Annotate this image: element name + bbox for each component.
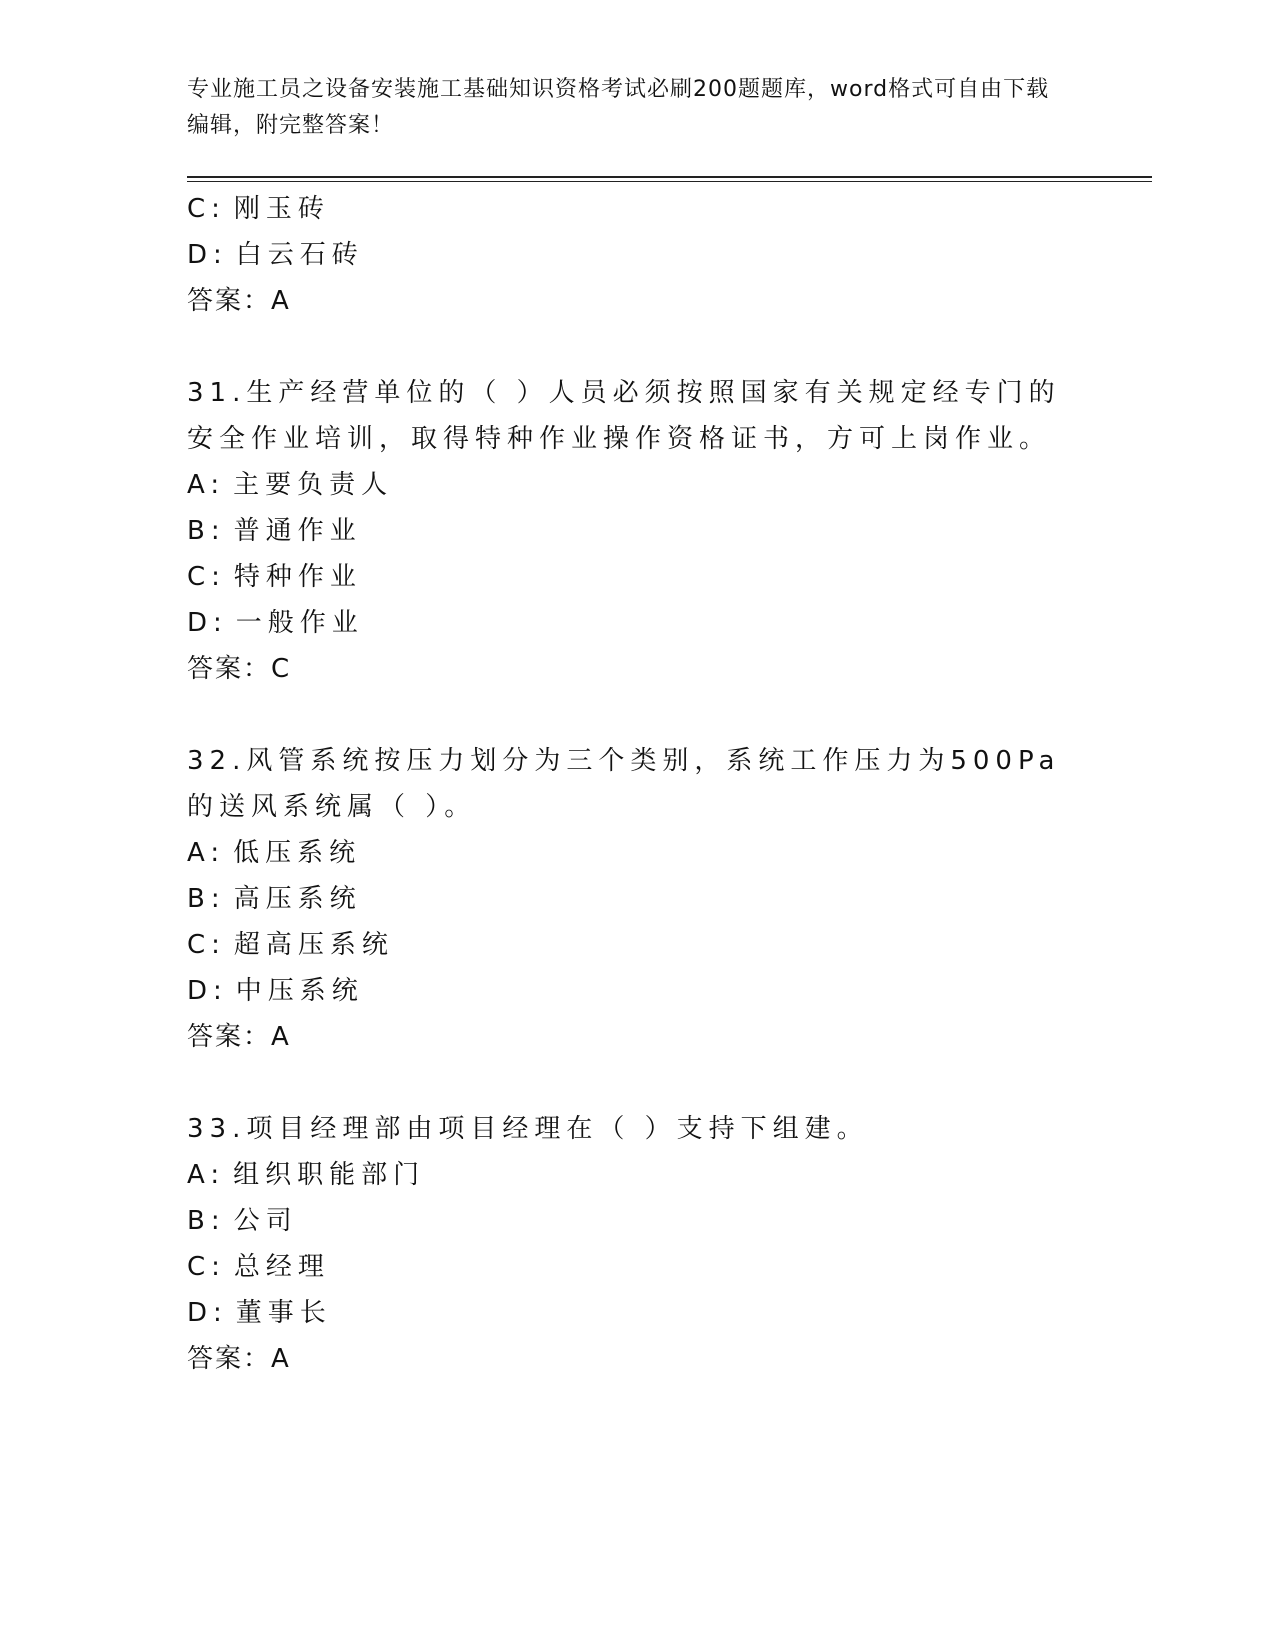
option-text: 超高压系统 bbox=[233, 930, 394, 960]
option-text: 刚玉砖 bbox=[233, 194, 330, 224]
option-c bbox=[187, 1244, 1087, 1290]
option-label: D: bbox=[187, 608, 228, 638]
question-33 bbox=[187, 1106, 1087, 1382]
option-text: 普通作业 bbox=[233, 516, 362, 546]
question-text: 32.风管系统按压力划分为三个类别，系统工作压力为500Pa的送风系统属（ ）。 bbox=[187, 746, 1061, 822]
option-d bbox=[187, 1290, 1087, 1336]
continued-question bbox=[187, 186, 1087, 324]
option-label: A: bbox=[187, 838, 226, 868]
option-label: C: bbox=[187, 194, 226, 224]
option-d bbox=[187, 968, 1087, 1014]
option-c bbox=[187, 186, 1087, 232]
option-a bbox=[187, 462, 1087, 508]
option-b bbox=[187, 1198, 1087, 1244]
question-text: 31.生产经营单位的（ ）人员必须按照国家有关规定经专门的安全作业培训，取得特种作业操作资格证书，方可上岗作业。 bbox=[187, 378, 1061, 454]
option-b bbox=[187, 508, 1087, 554]
option-d bbox=[187, 232, 1087, 278]
question-32 bbox=[187, 738, 1087, 1060]
option-a bbox=[187, 830, 1087, 876]
option-text: 低压系统 bbox=[233, 838, 362, 868]
option-text: 特种作业 bbox=[233, 562, 362, 592]
option-text: 董事长 bbox=[235, 1298, 332, 1328]
answer-line: 答案：C bbox=[187, 654, 292, 684]
option-label: B: bbox=[187, 516, 226, 546]
option-c bbox=[187, 554, 1087, 600]
question-text: 33.项目经理部由项目经理在（ ）支持下组建。 bbox=[187, 1114, 869, 1144]
option-text: 白云石砖 bbox=[235, 240, 364, 270]
option-label: B: bbox=[187, 884, 226, 914]
option-label: C: bbox=[187, 1252, 226, 1282]
option-d bbox=[187, 600, 1087, 646]
option-label: A: bbox=[187, 1160, 226, 1190]
option-label: A: bbox=[187, 470, 226, 500]
option-label: D: bbox=[187, 240, 228, 270]
option-text: 中压系统 bbox=[235, 976, 364, 1006]
option-b bbox=[187, 876, 1087, 922]
question-31 bbox=[187, 370, 1087, 692]
document-title: 专业施工员之设备安装施工基础知识资格考试必刷200题题库，word格式可自由下载编辑，附完整答案！ bbox=[187, 77, 1050, 138]
option-c bbox=[187, 922, 1087, 968]
option-text: 总经理 bbox=[233, 1252, 330, 1282]
answer-line: 答案：A bbox=[187, 1022, 291, 1052]
answer-line: 答案：A bbox=[187, 1344, 291, 1374]
page-header bbox=[187, 72, 1067, 144]
option-text: 公司 bbox=[233, 1206, 298, 1236]
option-label: C: bbox=[187, 562, 226, 592]
option-label: C: bbox=[187, 930, 226, 960]
option-label: B: bbox=[187, 1206, 226, 1236]
option-label: D: bbox=[187, 1298, 228, 1328]
option-text: 一般作业 bbox=[235, 608, 364, 638]
option-label: D: bbox=[187, 976, 228, 1006]
option-text: 组织职能部门 bbox=[233, 1160, 426, 1190]
answer-line: 答案：A bbox=[187, 286, 291, 316]
option-text: 主要负责人 bbox=[233, 470, 394, 500]
question-list bbox=[187, 186, 1087, 1382]
option-text: 高压系统 bbox=[233, 884, 362, 914]
header-divider bbox=[187, 176, 1152, 182]
option-a bbox=[187, 1152, 1087, 1198]
